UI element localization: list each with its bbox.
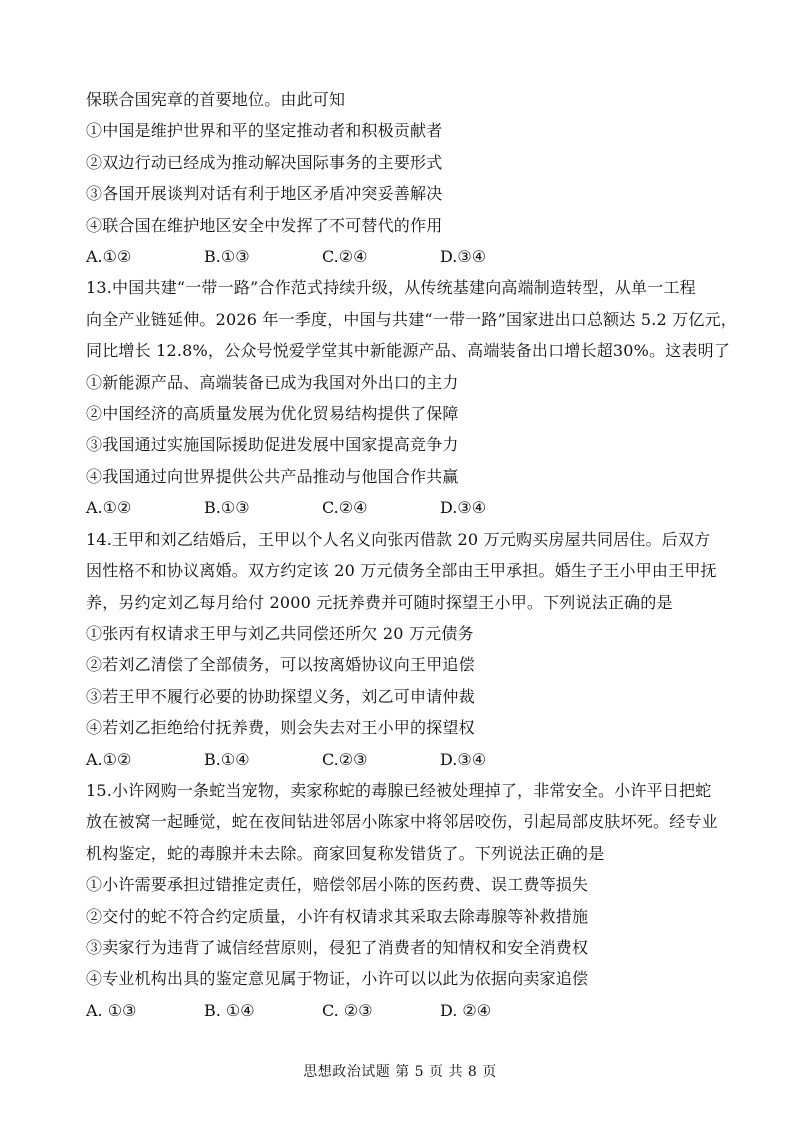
question-15-option-d: D. ②④ — [440, 1000, 492, 1020]
page-footer: 思想政治试题 第 5 页 共 8 页 — [303, 1064, 497, 1080]
question-13-option-a: A.①② — [86, 498, 132, 518]
question-13-option-d: D.③④ — [440, 498, 487, 518]
question-14-item-1: ①张丙有权请求王甲与刘乙共同偿还所欠 20 万元债务 — [86, 623, 474, 643]
question-14-option-d: D.③④ — [440, 749, 487, 769]
question-13-stem-line-3: 同比增长 12.8%，公众号悦爱学堂其中新能源产品、高端装备出口增长超30%。这表明了 — [86, 341, 731, 361]
question-12-item-1: ①中国是维护世界和平的坚定推动者和积极贡献者 — [86, 121, 443, 141]
question-15-item-2: ②交付的蛇不符合约定质量，小许有权请求其采取去除毒腺等补救措施 — [86, 906, 589, 926]
question-13-options — [86, 492, 726, 523]
question-12-item-2: ②双边行动已经成为推动解决国际事务的主要形式 — [86, 152, 443, 172]
question-14-item-4: ④若刘乙拒绝给付抚养费，则会失去对王小甲的探望权 — [86, 718, 475, 738]
page-content — [86, 84, 737, 1026]
question-12-item-4: ④联合国在维护地区安全中发挥了不可替代的作用 — [86, 215, 443, 235]
question-14-option-c: C.②③ — [322, 749, 368, 769]
question-15-item-3: ③卖家行为违背了诚信经营原则，侵犯了消费者的知情权和安全消费权 — [86, 937, 589, 957]
question-14-stem-line-1: 14.王甲和刘乙结婚后，王甲以个人名义向张丙借款 20 万元购买房屋共同居住。后双方 — [86, 529, 711, 549]
question-15-stem-line-1: 15.小许网购一条蛇当宠物，卖家称蛇的毒腺已经被处理掉了，非常安全。小许平日把蛇 — [86, 780, 712, 800]
question-14-option-b: B.①④ — [204, 749, 250, 769]
question-12-option-a: A.①② — [86, 247, 132, 267]
question-12-option-c: C.②④ — [322, 247, 368, 267]
question-14-item-3: ③若王甲不履行必要的协助探望义务，刘乙可申请仲裁 — [86, 686, 475, 706]
question-12-options — [86, 241, 726, 272]
question-15-item-1: ①小许需要承担过错推定责任，赔偿邻居小陈的医药费、误工费等损失 — [86, 875, 589, 895]
question-13-option-b: B.①③ — [204, 498, 250, 518]
question-13-item-3: ③我国通过实施国际援助促进发展中国家提高竞争力 — [86, 435, 459, 455]
question-13-item-1: ①新能源产品、高端装备已成为我国对外出口的主力 — [86, 372, 459, 392]
question-15-option-b: B. ①④ — [204, 1000, 255, 1020]
question-13 — [86, 272, 737, 523]
question-12-option-b: B.①③ — [204, 247, 250, 267]
question-13-stem-line-2: 向全产业链延伸。2026 年一季度，中国与共建“一带一路”国家进出口总额达 5.2 万亿元， — [86, 309, 737, 329]
question-14 — [86, 524, 726, 775]
question-12-option-d: D.③④ — [440, 247, 487, 267]
question-15-stem-line-2: 放在被窝一起睡觉，蛇在夜间钻进邻居小陈家中将邻居咬伤，引起局部皮肤坏死。经专业 — [86, 812, 718, 832]
question-15-options — [86, 995, 726, 1026]
question-14-stem-line-2: 因性格不和协议离婚。双方约定该 20 万元债务全部由王甲承担。婚生子王小甲由王甲抚 — [86, 561, 717, 581]
question-14-item-2: ②若刘乙清偿了全部债务，可以按离婚协议向王甲追偿 — [86, 655, 475, 675]
question-14-options — [86, 744, 726, 775]
question-15-option-a: A. ①③ — [86, 1000, 137, 1020]
question-15-option-c: C. ②③ — [322, 1000, 373, 1020]
question-15-stem-line-3: 机构鉴定，蛇的毒腺并未去除。商家回复称发错货了。下列说法正确的是 — [86, 843, 605, 863]
question-12-item-3: ③各国开展谈判对话有利于地区矛盾冲突妥善解决 — [86, 184, 443, 204]
question-13-option-c: C.②④ — [322, 498, 368, 518]
question-12-stem-continued: 保联合国宪章的首要地位。由此可知 — [86, 90, 346, 109]
question-14-stem-line-3: 养，另约定刘乙每月给付 2000 元抚养费并可随时探望王小甲。下列说法正确的是 — [86, 592, 673, 612]
question-12 — [86, 84, 726, 272]
question-14-option-a: A.①② — [86, 749, 132, 769]
question-13-item-2: ②中国经济的高质量发展为优化贸易结构提供了保障 — [86, 404, 459, 424]
question-15-item-4: ④专业机构出具的鉴定意见属于物证，小许可以以此为依据向卖家追偿 — [86, 969, 589, 989]
question-15 — [86, 775, 726, 1026]
question-13-stem-line-1: 13.中国共建“一带一路”合作范式持续升级，从传统基建向高端制造转型，从单一工程 — [86, 278, 696, 298]
question-13-item-4: ④我国通过向世界提供公共产品推动与他国合作共赢 — [86, 466, 459, 486]
